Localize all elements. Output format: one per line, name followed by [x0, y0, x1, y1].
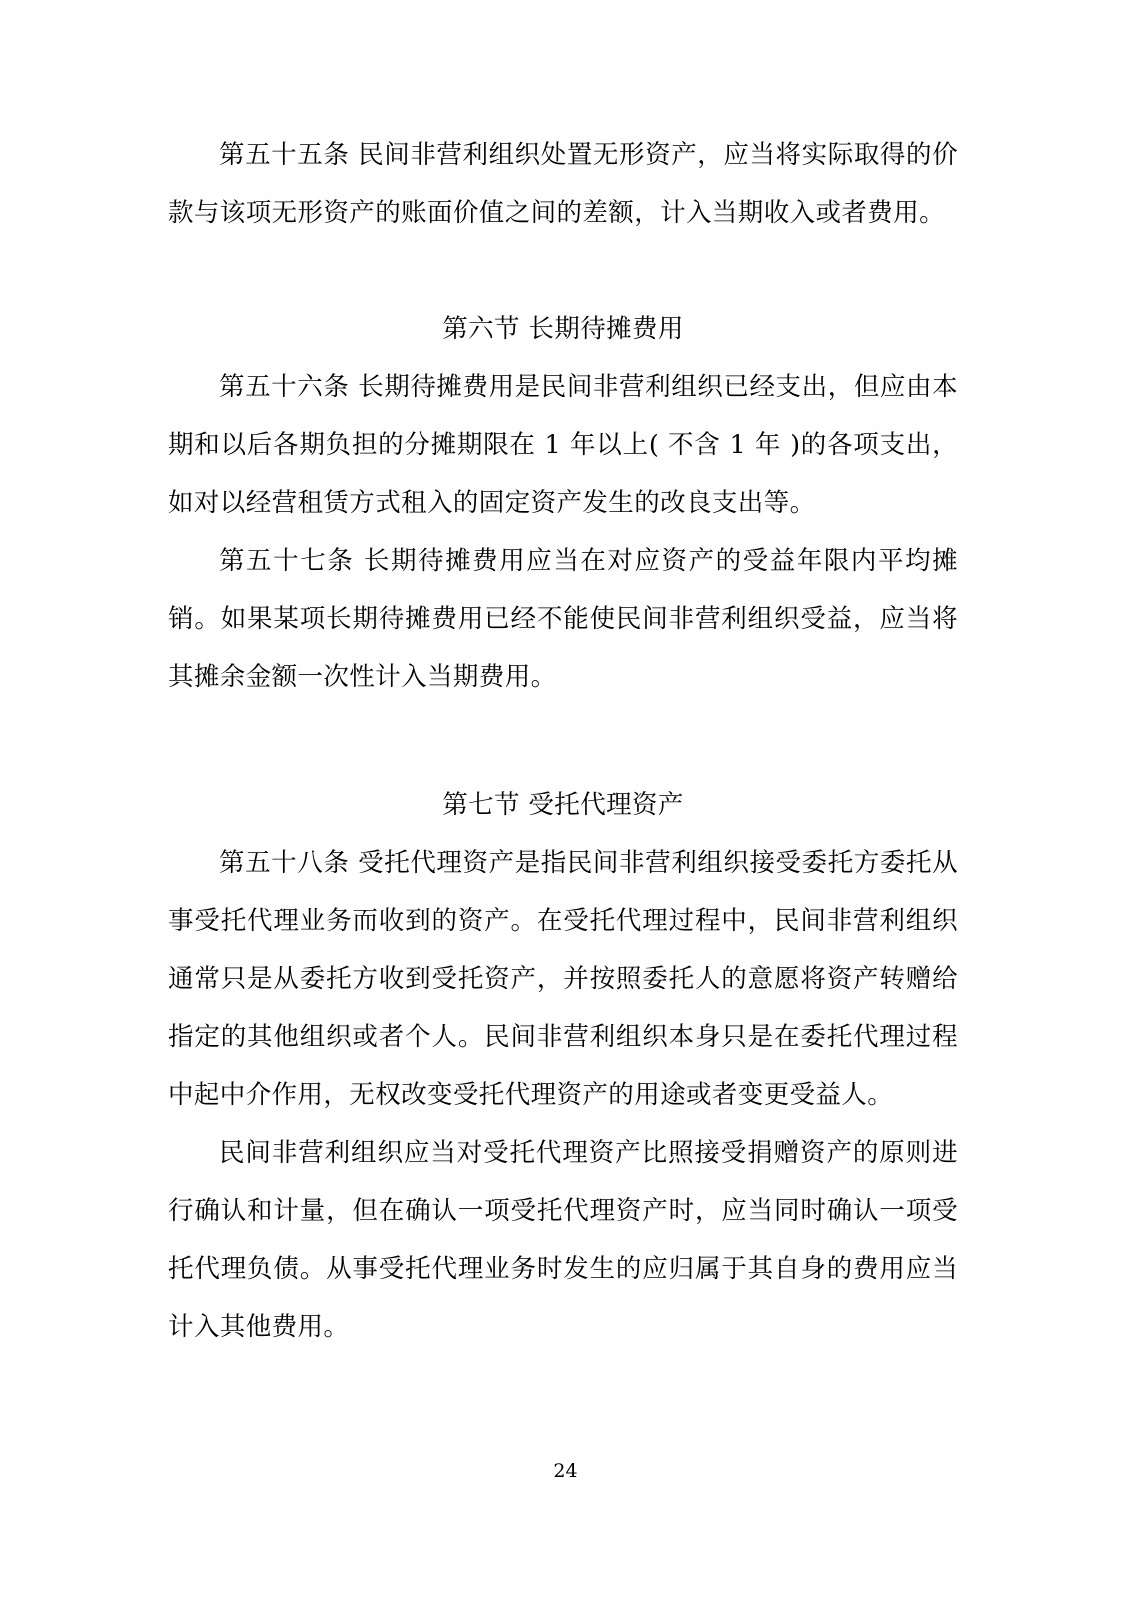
page-number: 24: [553, 1460, 578, 1482]
article-55-paragraph: 第五十五条 民间非营利组织处置无形资产，应当将实际取得的价款与该项无形资产的账面价值之间的差额，计入当期收入或者费用。: [168, 140, 958, 228]
article-57-paragraph: 第五十七条 长期待摊费用应当在对应资产的受益年限内平均摊销。如果某项长期待摊费用已经不能使民间非营利组织受益，应当将其摊余金额一次性计入当期费用。: [168, 546, 958, 692]
article-56-paragraph: 第五十六条 长期待摊费用是民间非营利组织已经支出，但应由本期和以后各期负担的分摊期限在 1 年以上( 不含 1 年 )的各项支出，如对以经营租赁方式租入的固定资产发生的改良支出等。: [168, 372, 958, 518]
section-seven-heading: 第七节 受托代理资产: [442, 790, 684, 820]
spacer: [168, 706, 958, 776]
article-58-second-paragraph: 民间非营利组织应当对受托代理资产比照接受捐赠资产的原则进行确认和计量，但在确认一项受托代理资产时，应当同时确认一项受托代理负债。从事受托代理业务时发生的应归属于其自身的费用应当计入其他费用。: [168, 1138, 958, 1342]
section-six-heading: 第六节 长期待摊费用: [442, 314, 684, 344]
spacer: [168, 242, 958, 300]
page-content: [168, 126, 958, 1356]
article-58-paragraph: 第五十八条 受托代理资产是指民间非营利组织接受委托方委托从事受托代理业务而收到的资产。在受托代理过程中，民间非营利组织通常只是从委托方收到受托资产，并按照委托人的意愿将资产转赠给指定的其他组织或者个人。民间非营利组织本身只是在委托代理过程中起中介作用，无权改变受托代理资产的用途或者变更受益人。: [168, 848, 958, 1110]
